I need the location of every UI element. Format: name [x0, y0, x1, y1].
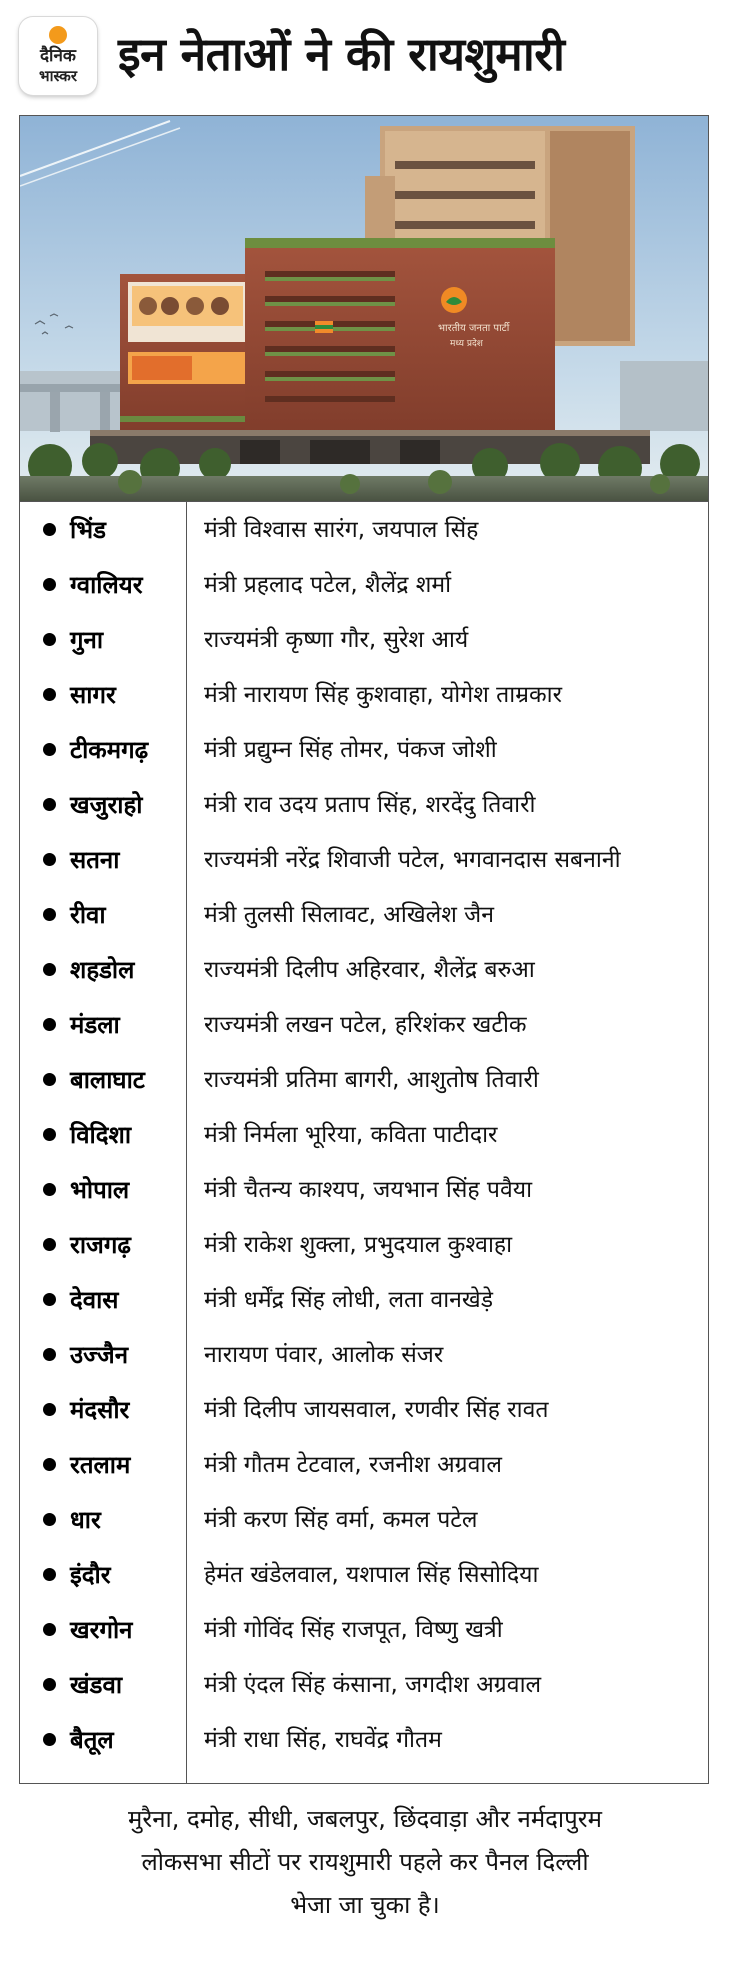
table-row [20, 1052, 708, 1107]
footer-line-1: मुरैना, दमोह, सीधी, जबलपुर, छिंदवाड़ा और नर्मदापुरम [128, 1805, 602, 1833]
table-row [20, 612, 708, 667]
leader-names: मंत्री एंदल सिंह कंसाना, जगदीश अग्रवाल [204, 1672, 542, 1698]
table-row [20, 1162, 708, 1217]
header [0, 0, 730, 110]
district-name: रतलाम [70, 1451, 131, 1479]
leader-names: राज्यमंत्री लखन पटेल, हरिशंकर खटीक [204, 1012, 527, 1038]
bullet-icon [43, 523, 56, 536]
table-row [20, 997, 708, 1052]
district-name: सागर [70, 681, 116, 709]
district-name: टीकमगढ़ [70, 736, 149, 764]
district-name: शहडोल [70, 956, 135, 984]
leader-names: मंत्री विश्वास सारंग, जयपाल सिंह [204, 517, 479, 543]
table-row [20, 1602, 708, 1657]
district-name: धार [70, 1506, 101, 1534]
bullet-icon [43, 633, 56, 646]
bullet-icon [43, 1073, 56, 1086]
table-row [20, 502, 708, 557]
bullet-icon [43, 1018, 56, 1031]
bullet-icon [43, 1403, 56, 1416]
bullet-icon [43, 1348, 56, 1361]
bullet-icon [43, 1678, 56, 1691]
bullet-icon [43, 1733, 56, 1746]
table-row [20, 1217, 708, 1272]
district-name: विदिशा [70, 1121, 132, 1149]
table-row [20, 777, 708, 832]
table-row [20, 1382, 708, 1437]
leader-names: मंत्री राधा सिंह, राघवेंद्र गौतम [204, 1727, 442, 1753]
bullet-icon [43, 578, 56, 591]
bullet-icon [43, 908, 56, 921]
footer-line-3: भेजा जा चुका है। [290, 1891, 440, 1919]
leader-names: राज्यमंत्री दिलीप अहिरवार, शैलेंद्र बरुआ [204, 957, 535, 983]
district-name: रीवा [70, 901, 106, 929]
district-name: खरगोन [70, 1616, 133, 1644]
bullet-icon [43, 963, 56, 976]
table-row [20, 1492, 708, 1547]
page-title: इन नेताओं ने की रायशुमारी [118, 27, 565, 81]
table-row [20, 722, 708, 777]
leader-names: मंत्री नारायण सिंह कुशवाहा, योगेश ताम्रकार [204, 682, 563, 708]
content-frame [19, 115, 709, 1784]
table-row [20, 1272, 708, 1327]
district-name: उज्जैन [70, 1341, 129, 1369]
bullet-icon [43, 1568, 56, 1581]
table-row [20, 1547, 708, 1602]
district-name: देवास [70, 1286, 119, 1314]
leader-names: मंत्री गौतम टेटवाल, रजनीश अग्रवाल [204, 1452, 502, 1478]
table-row [20, 1437, 708, 1492]
footer-note [30, 1798, 700, 1927]
leader-names: मंत्री निर्मला भूरिया, कविता पाटीदार [204, 1122, 498, 1148]
table-row [20, 832, 708, 887]
table-row [20, 942, 708, 997]
leader-names: मंत्री राकेश शुक्ला, प्रभुदयाल कुश्वाहा [204, 1232, 513, 1258]
district-name: खंडवा [70, 1671, 123, 1699]
bullet-icon [43, 1293, 56, 1306]
district-name: भिंड [70, 516, 106, 544]
table-row [20, 887, 708, 942]
bullet-icon [43, 1238, 56, 1251]
leader-names: मंत्री गोविंद सिंह राजपूत, विष्णु खत्री [204, 1617, 503, 1643]
bullet-icon [43, 1623, 56, 1636]
leader-names: मंत्री तुलसी सिलावट, अखिलेश जैन [204, 902, 495, 928]
building-sign-line-1: भारतीय जनता पार्टी [438, 323, 510, 334]
district-name: सतना [70, 846, 120, 874]
bullet-icon [43, 1513, 56, 1526]
leader-names: मंत्री करण सिंह वर्मा, कमल पटेल [204, 1507, 478, 1533]
bullet-icon [43, 743, 56, 756]
table-row [20, 1712, 708, 1767]
bullet-icon [43, 1458, 56, 1471]
district-name: इंदौर [70, 1561, 111, 1589]
sun-dot-icon [49, 26, 67, 44]
bullet-icon [43, 798, 56, 811]
leader-names: राज्यमंत्री कृष्णा गौर, सुरेश आर्य [204, 627, 469, 653]
bullet-icon [43, 1183, 56, 1196]
table-row [20, 667, 708, 722]
leader-names: मंत्री प्रद्युम्न सिंह तोमर, पंकज जोशी [204, 737, 497, 763]
district-name: मंदसौर [70, 1396, 130, 1424]
leader-names: मंत्री राव उदय प्रताप सिंह, शरदेंदु तिवारी [204, 792, 536, 818]
logo-line-1: दैनिक [40, 46, 76, 66]
district-name: गुना [70, 626, 104, 654]
district-name: भोपाल [70, 1176, 130, 1204]
bullet-icon [43, 688, 56, 701]
logo-line-2: भास्कर [39, 67, 77, 85]
district-name: बैतूल [70, 1726, 114, 1754]
leader-names: नारायण पंवार, आलोक संजर [204, 1342, 444, 1368]
leader-names: मंत्री दिलीप जायसवाल, रणवीर सिंह रावत [204, 1397, 549, 1423]
district-name: मंडला [70, 1011, 120, 1039]
leader-names: मंत्री प्रहलाद पटेल, शैलेंद्र शर्मा [204, 572, 452, 598]
bjp-office-building-image [20, 116, 708, 502]
footer-line-2: लोकसभा सीटों पर रायशुमारी पहले कर पैनल दिल्ली [141, 1848, 589, 1876]
table-row [20, 1657, 708, 1712]
dainik-bhaskar-logo [19, 17, 97, 95]
table-row [20, 1327, 708, 1382]
bullet-icon [43, 1128, 56, 1141]
bullet-icon [43, 853, 56, 866]
district-name: राजगढ़ [70, 1231, 131, 1259]
leader-names: राज्यमंत्री नरेंद्र शिवाजी पटेल, भगवानदास सबनानी [204, 847, 621, 873]
district-name: ग्वालियर [70, 571, 143, 599]
table-row [20, 1107, 708, 1162]
leader-names: मंत्री चैतन्य काश्यप, जयभान सिंह पवैया [204, 1177, 533, 1203]
leader-names: मंत्री धर्मेंद्र सिंह लोधी, लता वानखेड़े [204, 1287, 494, 1313]
building-sign-line-2: मध्य प्रदेश [450, 339, 483, 349]
leader-names: हेमंत खंडेलवाल, यशपाल सिंह सिसोदिया [204, 1562, 539, 1588]
table-row [20, 557, 708, 612]
leader-names: राज्यमंत्री प्रतिमा बागरी, आशुतोष तिवारी [204, 1067, 539, 1093]
district-name: बालाघाट [70, 1066, 145, 1094]
district-name: खजुराहो [70, 791, 143, 819]
